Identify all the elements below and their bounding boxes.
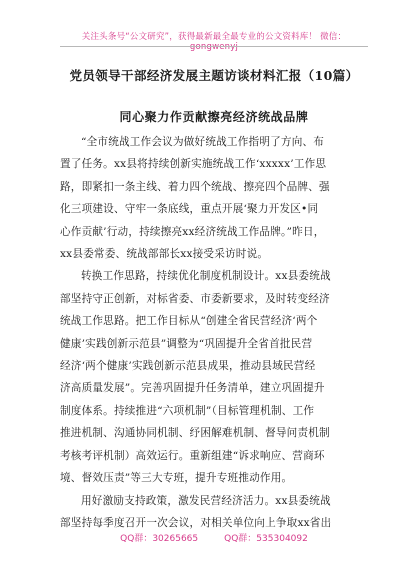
body-line: 化三项建设、守牢一条底线，重点开展‘聚力开发区•同	[60, 203, 319, 216]
body-line: 健康’实践创新示范县”调整为“巩固提升全省首批民营	[60, 337, 313, 350]
body-line: 考核考评机制）高效运行。重新组建“诉求响应、营商环	[60, 449, 325, 462]
body-line: 统战工作思路。把工作目标从“创建全省民营经济‘两个	[60, 315, 318, 328]
footer	[60, 531, 368, 544]
body-line: 部坚持守正创新，对标省委、市委新要求，及时转变经济	[60, 292, 330, 305]
body-line: 推进机制、沟通协同机制、纾困解难机制、督导问责机制	[60, 427, 330, 440]
body-text	[60, 131, 368, 534]
body-line: 心作贡献’行动，持续擦亮xx经济统战工作品牌。”昨日，	[60, 225, 325, 238]
body-line: xx县委常委、统战部部长xx接受采访时说。	[60, 248, 269, 261]
body-line: 转换工作思路，持续优化制度机制设计。xx县委统战	[81, 270, 331, 283]
document-title: 党员领导干部经济发展主题访谈材料汇报（10篇）	[69, 68, 359, 83]
body-line: “全市统战工作会议为做好统战工作指明了方向、布	[81, 136, 325, 148]
body-line: 置了任务。xx县将持续创新实施统战工作‘xxxxx’工作思	[60, 158, 327, 171]
body-line: 制度体系。持续推进“六项机制”（目标管理机制、工作	[60, 404, 315, 417]
footer-qq-group-1: QQ群：30265665	[120, 534, 199, 544]
header-divider	[60, 46, 368, 47]
body-line: 路，即紧扣一条主线、着力四个统战、擦亮四个品牌、强	[60, 180, 330, 193]
body-line: 境、督效压责”等三大专班，提升专班推动作用。	[60, 472, 293, 485]
header-banner: 关注头条号“公文研究”，获得最新最全最专业的公文资料库！ 微信：gongwenyj	[81, 32, 347, 52]
section-title: 同心聚力作贡献擦亮经济统战品牌	[119, 110, 309, 124]
body-line: 经济‘两个健康’实践创新示范县成果，推动县域民营经	[60, 360, 316, 373]
footer-qq-group-2: QQ群：535304092	[224, 534, 308, 544]
body-line: 济高质量发展”。完善巩固提升任务清单，建立巩固提升	[60, 382, 325, 395]
body-line: 用好激励支持政策，激发民营经济活力。xx县委统战	[81, 494, 331, 507]
body-line: 部坚持每季度召开一次会议，对相关单位向上争取xx省出	[60, 516, 332, 529]
